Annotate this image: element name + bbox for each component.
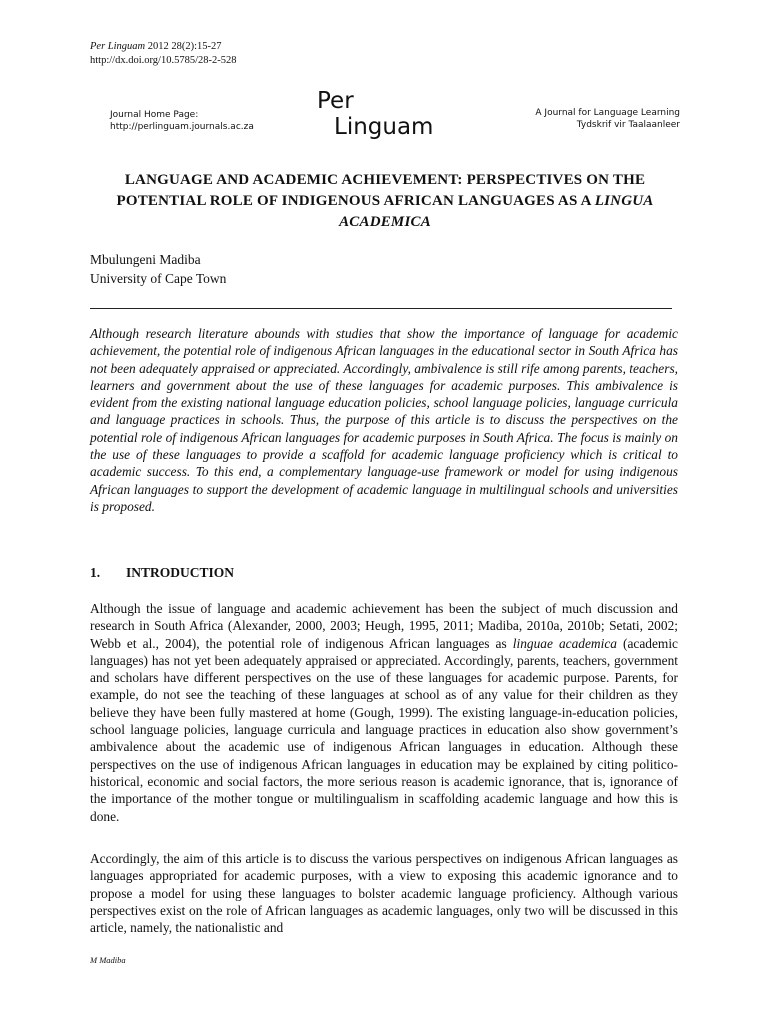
home-page-label: Journal Home Page: [110, 110, 199, 120]
separator-rule [90, 308, 672, 309]
intro-paragraph-2: Accordingly, the aim of this article is to discuss the various perspectives on indigenous African languages as languages appropriated for academic purposes, with a view to exposing this academic ignorance and to propose a model for using these languages to bolster academic language proficiency. Although various perspectives exist on the role of African languages as academic languages, only two will be discussed in this article, namely, the nationalistic and [90, 851, 678, 936]
tagline-afrikaans: Tydskrif vir Taalaanleer [576, 120, 680, 130]
author-name: Mbulungeni Madiba [90, 252, 201, 267]
section-heading [90, 565, 234, 581]
article-title [90, 170, 680, 233]
para1-text-a: Although the issue of language and academic achievement has been the subject of much discussion and research in South Africa (Alexander, 2000, 2003; Heugh, 1995, 2011; Madiba, 2010a, 2010b; Setati, 2002; Webb et al., 2004), the potential role of indigenous African languages as [90, 601, 678, 651]
citation-volume: 2012 28(2):15-27 [147, 41, 222, 52]
author-block [90, 250, 226, 288]
title-main: LANGUAGE AND ACADEMIC ACHIEVEMENT: PERSPECTIVES ON THE POTENTIAL ROLE OF INDIGENOUS AFRICAN LANGUAGES AS A [116, 172, 646, 209]
abstract: Although research literature abounds with studies that show the importance of language for academic achievement, the potential role of indigenous African languages in the educational sector in South Africa has not been adequately appraised or appreciated. Accordingly, ambivalence is still rife among parents, teachers, learners and government about the use of these languages for academic purposes. This ambivalence is evident from the existing national language education policies, school language policies, language curricula and language practices in schools. Thus, the purpose of this article is to discuss the perspectives on the potential role of indigenous African languages for academic purposes in South Africa. The focus is mainly on the use of these languages to provide a scaffold for academic language proficiency which is critical to academic success. To this end, a complementary language-use framework or model for using indigenous African languages to support the development of academic language in multilingual schools and universities is proposed. [90, 326, 678, 514]
home-page-url[interactable]: http://perlinguam.journals.ac.za [110, 122, 254, 132]
title-italic: LINGUA ACADEMICA [339, 193, 654, 230]
section-number: 1. [90, 565, 101, 580]
para1-text-b: (academic languages) has not yet been adequately appraised or appreciated. Accordingly, parents, teachers, government and scholars have different perspectives on the use of these languages for academic purpose. Parents, for example, do not see the teaching of these languages at school as of any value for their children as they believe they have been fully mastered at home (Gough, 1999). The existing language-in-education policies, school language policies, language curricula and language practices in education also show government’s ambivalence about the academic use of indigenous African languages in education. Although these perspectives on the use of indigenous African languages in education may be explained by citing politico-historical, economic and social factors, the more serious reason is academic ignorance, that is, ignorance of the importance of the mother tongue or multilingualism in scaffolding academic language and how this is done. [90, 635, 678, 824]
intro-paragraph-1 [90, 600, 678, 825]
para1-italic-term: linguae academica [512, 635, 617, 651]
citation-block [90, 40, 237, 68]
journal-home-page [110, 109, 254, 133]
section-title: INTRODUCTION [126, 565, 235, 580]
author-affiliation: University of Cape Town [90, 271, 227, 286]
journal-logo [317, 88, 433, 140]
journal-tagline [500, 107, 680, 131]
journal-name: Per Linguam [90, 41, 146, 52]
logo-line-1: Per [317, 88, 354, 114]
logo-line-2: Linguam [334, 114, 434, 140]
tagline-english: A Journal for Language Learning [535, 108, 680, 118]
running-footer: M Madiba [90, 955, 126, 965]
citation-line [90, 40, 237, 54]
doi-link[interactable]: http://dx.doi.org/10.5785/28-2-528 [90, 55, 237, 66]
